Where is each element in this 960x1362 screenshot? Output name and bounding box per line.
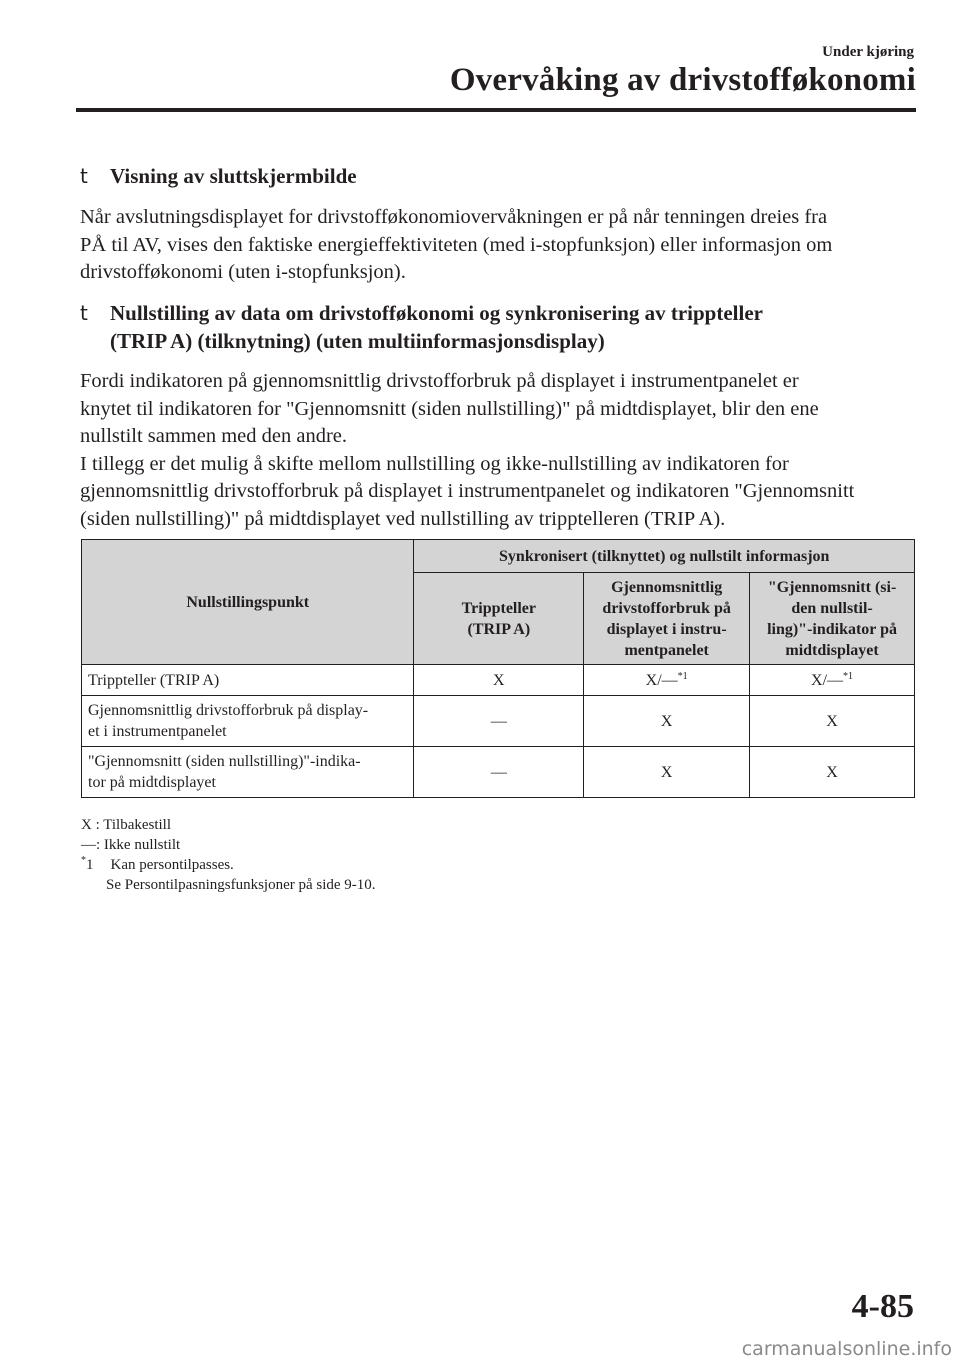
page-title: Overvåking av drivstofføkonomi bbox=[449, 62, 916, 98]
header-divider bbox=[76, 108, 916, 112]
table-notes bbox=[81, 815, 376, 895]
table-header-tripmeter: Trippteller (TRIP A) bbox=[414, 573, 584, 665]
table-cell: X bbox=[584, 747, 750, 798]
section-heading-reset bbox=[80, 299, 890, 355]
legend-reset: X : Tilbakestill bbox=[81, 817, 172, 833]
table-header-group: Synkronisert (tilknyttet) og nullstilt informasjon bbox=[414, 540, 915, 573]
table-row bbox=[82, 665, 915, 696]
row-label: Trippteller (TRIP A) bbox=[82, 665, 414, 696]
footnote: *1 Kan persontilpasses. bbox=[81, 855, 234, 873]
table-cell: X/—$^{*1}$ bbox=[750, 665, 915, 696]
table-header-avg-consumption: Gjennomsnittlig drivstofforbruk på displayet i instru- mentpanelet bbox=[584, 573, 750, 665]
row-label: "Gjennomsnitt (siden nullstilling)"-indika- tor på midtdisplayet bbox=[82, 747, 414, 798]
table-row bbox=[82, 696, 915, 747]
table-row bbox=[82, 747, 915, 798]
row-label: Gjennomsnittlig drivstofforbruk på display- et i instrumentpanelet bbox=[82, 696, 414, 747]
paragraph bbox=[80, 204, 920, 287]
reset-table bbox=[81, 539, 915, 798]
table-cell: — bbox=[414, 696, 584, 747]
text-line: I tillegg er det mulig å skifte mellom nullstilling og ikke-nullstilling av indikatoren for bbox=[80, 452, 789, 475]
text-line: PÅ til AV, vises den faktiske energieffektiviteten (med i-stopfunksjon) eller informasjon om bbox=[80, 233, 833, 256]
text-line: Fordi indikatoren på gjennomsnittlig drivstofforbruk på displayet i instrumentpanelet er bbox=[80, 370, 799, 392]
table-cell: X bbox=[750, 696, 915, 747]
table-header-average-indicator: "Gjennomsnitt (si- den nullstil- ling)"-indikator på midtdisplayet bbox=[750, 573, 915, 665]
heading-line: Nullstilling av data om drivstofføkonomi og synkronisering av trippteller bbox=[110, 301, 763, 325]
watermark: carmanualsonline.info bbox=[741, 1338, 952, 1360]
text-line: Når avslutningsdisplayet for drivstofføkonomiovervåkningen er på når tenningen dreies fra bbox=[80, 206, 828, 228]
table-cell: — bbox=[414, 747, 584, 798]
table-header-reset-item: Nullstillingspunkt bbox=[82, 540, 414, 665]
section-label: Under kjøring bbox=[822, 44, 914, 60]
paragraph bbox=[80, 368, 920, 533]
text-line: gjennomsnittlig drivstofforbruk på displayet i instrumentpanelet og indikatoren "Gjennomsnitt bbox=[80, 480, 855, 502]
heading-line: Visning av sluttskjermbilde bbox=[110, 164, 357, 188]
text-line: (siden nullstilling)" på midtdisplayet ved nullstilling av tripptelleren (TRIP A). bbox=[80, 507, 726, 530]
heading-line: (TRIP A) (tilknytning) (uten multiinformasjonsdisplay) bbox=[110, 329, 605, 353]
text-line: nullstilt sammen med den andre. bbox=[80, 425, 348, 447]
bullet-icon: t bbox=[80, 301, 88, 325]
text-line: knytet til indikatoren for "Gjennomsnitt (siden nullstilling)" på midtdisplayet, blir den ene bbox=[80, 397, 819, 420]
footnote-reference: Se Persontilpasningsfunksjoner på side 9-10. bbox=[106, 877, 376, 893]
table-cell: X/—$^{*1}$ bbox=[584, 665, 750, 696]
bullet-icon: t bbox=[80, 164, 88, 188]
text-line: drivstofføkonomi (uten i-stopfunksjon). bbox=[80, 261, 406, 283]
legend-not-reset: —: Ikke nullstilt bbox=[81, 837, 181, 853]
table-cell: X bbox=[584, 696, 750, 747]
page-number: 4-85 bbox=[851, 1288, 914, 1325]
section-heading-display bbox=[80, 162, 890, 190]
table-cell: X bbox=[750, 747, 915, 798]
table-cell: X bbox=[414, 665, 584, 696]
